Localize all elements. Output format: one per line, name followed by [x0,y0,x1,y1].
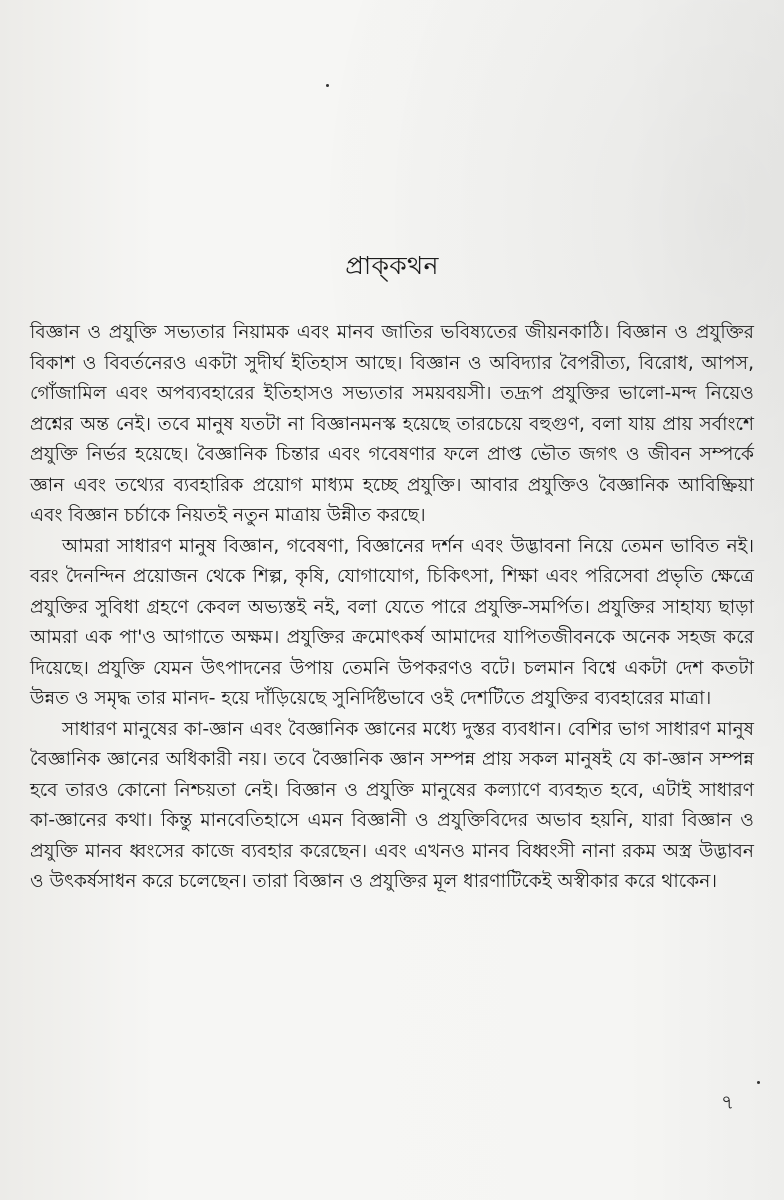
page-number: ৭ [720,1090,734,1114]
body-text [30,318,754,898]
print-speck [326,84,329,87]
page-title: প্রাক্‌কথন [345,251,439,280]
paragraph-2: আমরা সাধারণ মানুষ বিজ্ঞান, গবেষণা, বিজ্ঞানের দর্শন এবং উদ্ভাবনা নিয়ে তেমন ভাবিত নই। বরং দৈনন্দিন প্রয়োজন থেকে শিল্প, কৃষি, যোগাযোগ, চিকিৎসা, শিক্ষা এবং পরিসেবা প্রভৃতি ক্ষেত্রে প্রযুক্তির সুবিধা গ্রহণে কেবল অভ্যস্তই নই, বলা যেতে পারে প্রযুক্তি-সমর্পিত। প্রযুক্তির সাহায্য ছাড়া আমরা এক পা'ও আগাতে অক্ষম। প্রযুক্তির ক্রমোৎকর্ষ আমাদের যাপিতজীবনকে অনেক সহজ করে দিয়েছে। প্রযুক্তি যেমন উৎপাদনের উপায় তেমনি উপকরণও বটে। চলমান বিশ্বে একটা দেশ কতটা উন্নত ও সমৃদ্ধ তার মানদ- হয়ে দাঁড়িয়েছে সুনির্দিষ্টভাবে ওই দেশটিতে প্রযুক্তির ব্যবহারের মাত্রা। [30,535,754,709]
paragraph-3: সাধারণ মানুষের কা-জ্ঞান এবং বৈজ্ঞানিক জ্ঞানের মধ্যে দুস্তর ব্যবধান। বেশির ভাগ সাধারণ মানুষ বৈজ্ঞানিক জ্ঞানের অধিকারী নয়। তবে বৈজ্ঞানিক জ্ঞান সম্পন্ন প্রায় সকল মানুষই যে কা-জ্ঞান সম্পন্ন হবে তারও কোনো নিশ্চয়তা নেই। বিজ্ঞান ও প্রযুক্তি মানুষের কল্যাণে ব্যবহৃত হবে, এটাই সাধারণ কা-জ্ঞানের কথা। কিন্তু মানবেতিহাসে এমন বিজ্ঞানী ও প্রযুক্তিবিদের অভাব হয়নি, যারা বিজ্ঞান ও প্রযুক্তি মানব ধ্বংসের কাজে ব্যবহার করেছেন। এবং এখনও মানব বিধ্বংসী নানা রকম অস্ত্র উদ্ভাবন ও উৎকর্ষসাধন করে চলেছেন। তারা বিজ্ঞান ও প্রযুক্তির মূল ধারণাটিকেই অস্বীকার করে থাকেন। [30,718,754,892]
print-speck [757,1081,760,1084]
paragraph-1: বিজ্ঞান ও প্রযুক্তি সভ্যতার নিয়ামক এবং মানব জাতির ভবিষ্যতের জীয়নকাঠি। বিজ্ঞান ও প্রযুক্তির বিকাশ ও বিবর্তনেরও একটা সুদীর্ঘ ইতিহাস আছে। বিজ্ঞান ও অবিদ্যার বৈপরীত্য, বিরোধ, আপস, গোঁজামিল এবং অপব্যবহারের ইতিহাসও সভ্যতার সময়বয়সী। তদ্রূপ প্রযুক্তির ভালো-মন্দ নিয়েও প্রশ্নের অন্ত নেই। তবে মানুষ যতটা না বিজ্ঞানমনস্ক হয়েছে তারচেয়ে বহুগুণ, বলা যায় প্রায় সর্বাংশে প্রযুক্তি নির্ভর হয়েছে। বৈজ্ঞানিক চিন্তার এবং গবেষণার ফলে প্রাপ্ত ভৌত জগৎ ও জীবন সম্পর্কে জ্ঞান এবং তথ্যের ব্যবহারিক প্রয়োগ মাধ্যম হচ্ছে প্রযুক্তি। আবার প্রযুক্তিও বৈজ্ঞানিক আবিষ্ক্রিয়া এবং বিজ্ঞান চর্চাকে নিয়তই নতুন মাত্রায় উন্নীত করছে। [30,322,754,526]
